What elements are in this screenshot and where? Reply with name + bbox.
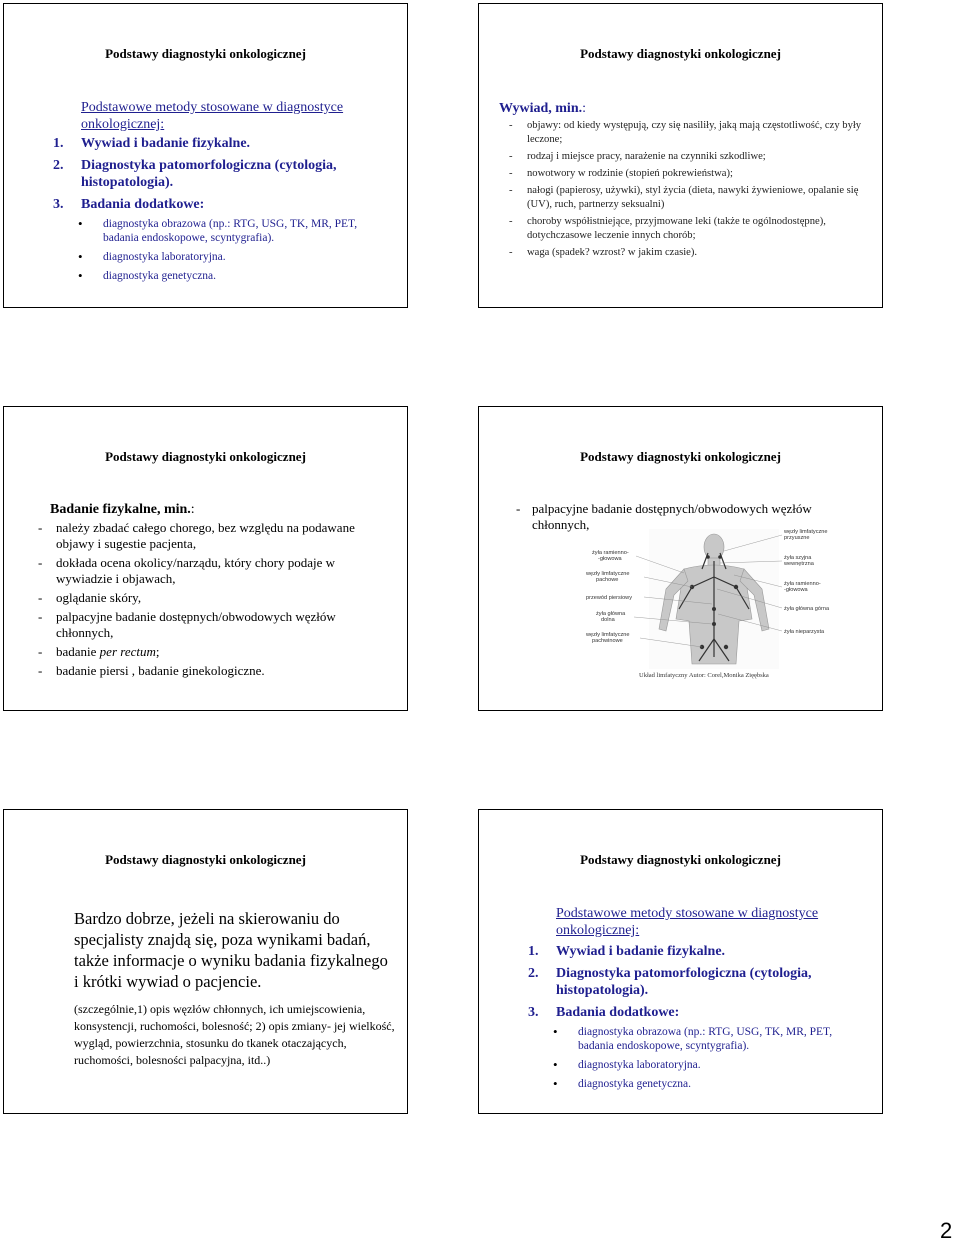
conclusion-text: Bardzo dobrze, jeżeli na skierowaniu do specjalisty znajdą się, poza wynikami badań, także informacje o wyniku badania fizykalnego i krótki wywiad o pacjencie.: [74, 909, 388, 991]
slide-1: [3, 3, 408, 308]
slide-header: Podstawy diagnostyki onkologicznej: [105, 46, 306, 61]
svg-text:węzły limfatyczne: węzły limfatyczne: [586, 632, 630, 638]
method-item: 1. Wywiad i badanie fizykalne.: [528, 944, 726, 959]
list-item: - palpacyjne badanie dostępnych/obwodowych węzłów chłonnych,: [38, 609, 392, 641]
slide-5: [3, 809, 408, 1114]
svg-text:przyuszne: przyuszne: [784, 535, 810, 541]
list-item: - nowotwory w rodzinie (stopień pokrewieństwa);: [509, 167, 864, 181]
list-item: - waga (spadek? wzrost? w jakim czasie).: [509, 246, 864, 260]
list-item: - choroby współistniejące, przyjmowane leki (także te ogólnodostępne), dotychczasowe leczenie innych chorób;: [509, 215, 864, 243]
svg-text:przewód piersiowy: przewód piersiowy: [586, 595, 633, 601]
methods-list: [528, 905, 860, 1091]
svg-text:-głowowa: -głowowa: [784, 587, 808, 593]
slide-header: Podstawy diagnostyki onkologicznej: [580, 46, 781, 61]
bullet-item: • diagnostyka genetyczna.: [78, 269, 387, 283]
slide-3: [3, 406, 408, 711]
svg-text:dolna: dolna: [601, 617, 615, 623]
figure-caption: Układ limfatyczny Autor: Corel,Monika Zięębska: [639, 672, 769, 679]
wywiad-title: Wywiad, min.:: [499, 101, 586, 116]
lymphatic-system-figure: [584, 529, 844, 669]
bullet-item: • diagnostyka genetyczna.: [553, 1077, 860, 1091]
bullet-item: • diagnostyka laboratoryjna.: [553, 1058, 860, 1072]
badanie-title: Badanie fizykalne, min.:: [50, 502, 195, 517]
method-item: 2. Diagnostyka patomorfologiczna (cytologia, histopatologia).: [53, 158, 337, 190]
page-number: 2: [940, 1218, 953, 1243]
figure-label: żyła ramienno-: [592, 550, 629, 556]
method-item: 3. Badania dodatkowe:: [53, 197, 205, 212]
list-item: - rodzaj i miejsce pracy, narażenie na czynniki szkodliwe;: [509, 150, 864, 164]
svg-text:-głowowa: -głowowa: [598, 556, 622, 562]
slide-header: Podstawy diagnostyki onkologicznej: [105, 852, 306, 867]
bullet-item: • diagnostyka obrazowa (np.: RTG, USG, TK, MR, PET, badania endoskopowe, scyntygrafia).: [78, 217, 387, 245]
conclusion-note: (szczególnie,1) opis węzłów chłonnych, ich umiejscowienia, konsystencji, ruchomości, bolesność; 2) opis zmiany- jej wielkość, wygląd, powierzchnia, stosunku do tkanek otaczających, ruchomości, bolesności palpacyjna, itd..): [74, 1002, 395, 1067]
slide-6: [478, 809, 883, 1114]
svg-text:żyła szyjna: żyła szyjna: [784, 555, 812, 561]
list-item: - palpacyjne badanie dostępnych/obwodowych węzłów chłonnych,: [516, 501, 862, 533]
bullet-item: • diagnostyka obrazowa (np.: RTG, USG, TK, MR, PET, badania endoskopowe, scyntygrafia).: [553, 1025, 860, 1053]
wywiad-list: [509, 119, 864, 260]
list-item: - badanie per rectum;: [38, 644, 392, 660]
list-item: - badanie piersi , badanie ginekologiczne.: [38, 663, 392, 679]
svg-text:żyła ramienno-: żyła ramienno-: [784, 581, 821, 587]
methods-intro: Podstawowe metody stosowane w diagnostyce onkologicznej:: [556, 906, 819, 938]
svg-text:węzły limfatyczne: węzły limfatyczne: [784, 529, 828, 535]
bullet-item: • diagnostyka laboratoryjna.: [78, 250, 387, 264]
list-item: - należy zbadać całego chorego, bez względu na podawane objawy i sugestie pacjenta,: [38, 520, 392, 552]
svg-text:żyła główna górna: żyła główna górna: [784, 606, 830, 612]
svg-text:żyła nieparzysta: żyła nieparzysta: [784, 629, 825, 635]
method-item: 1. Wywiad i badanie fizykalne.: [53, 136, 251, 151]
list-item: - oglądanie skóry,: [38, 590, 392, 606]
svg-text:pachowe: pachowe: [596, 577, 619, 583]
slide-header: Podstawy diagnostyki onkologicznej: [580, 852, 781, 867]
slide-header: Podstawy diagnostyki onkologicznej: [580, 449, 781, 464]
badanie-list: [38, 520, 392, 679]
list-item: - dokłada ocena okolicy/narządu, który chory podaje w wywiadzie i objawach,: [38, 555, 392, 587]
methods-list: [53, 99, 387, 283]
svg-text:pachwinowe: pachwinowe: [592, 638, 623, 644]
slide-4: [478, 406, 883, 711]
method-item: 2. Diagnostyka patomorfologiczna (cytologia, histopatologia).: [528, 966, 812, 998]
svg-text:węzły limfatyczne: węzły limfatyczne: [586, 571, 630, 577]
methods-intro: Podstawowe metody stosowane w diagnostyce onkologicznej:: [81, 100, 344, 132]
slide-2: [478, 3, 883, 308]
list-item: - objawy: od kiedy występują, czy się nasiliły, jaką mają częstotliwość, czy były leczone;: [509, 119, 864, 147]
list-item: - nałogi (papierosy, używki), styl życia (dieta, nawyki żywieniowe, opalanie się (UV), ruch, partnerzy seksualni): [509, 184, 864, 212]
svg-text:wewnętrzna: wewnętrzna: [784, 561, 814, 567]
method-item: 3. Badania dodatkowe:: [528, 1005, 680, 1020]
slide-header: Podstawy diagnostyki onkologicznej: [105, 449, 306, 464]
svg-text:żyła główna: żyła główna: [596, 611, 626, 617]
